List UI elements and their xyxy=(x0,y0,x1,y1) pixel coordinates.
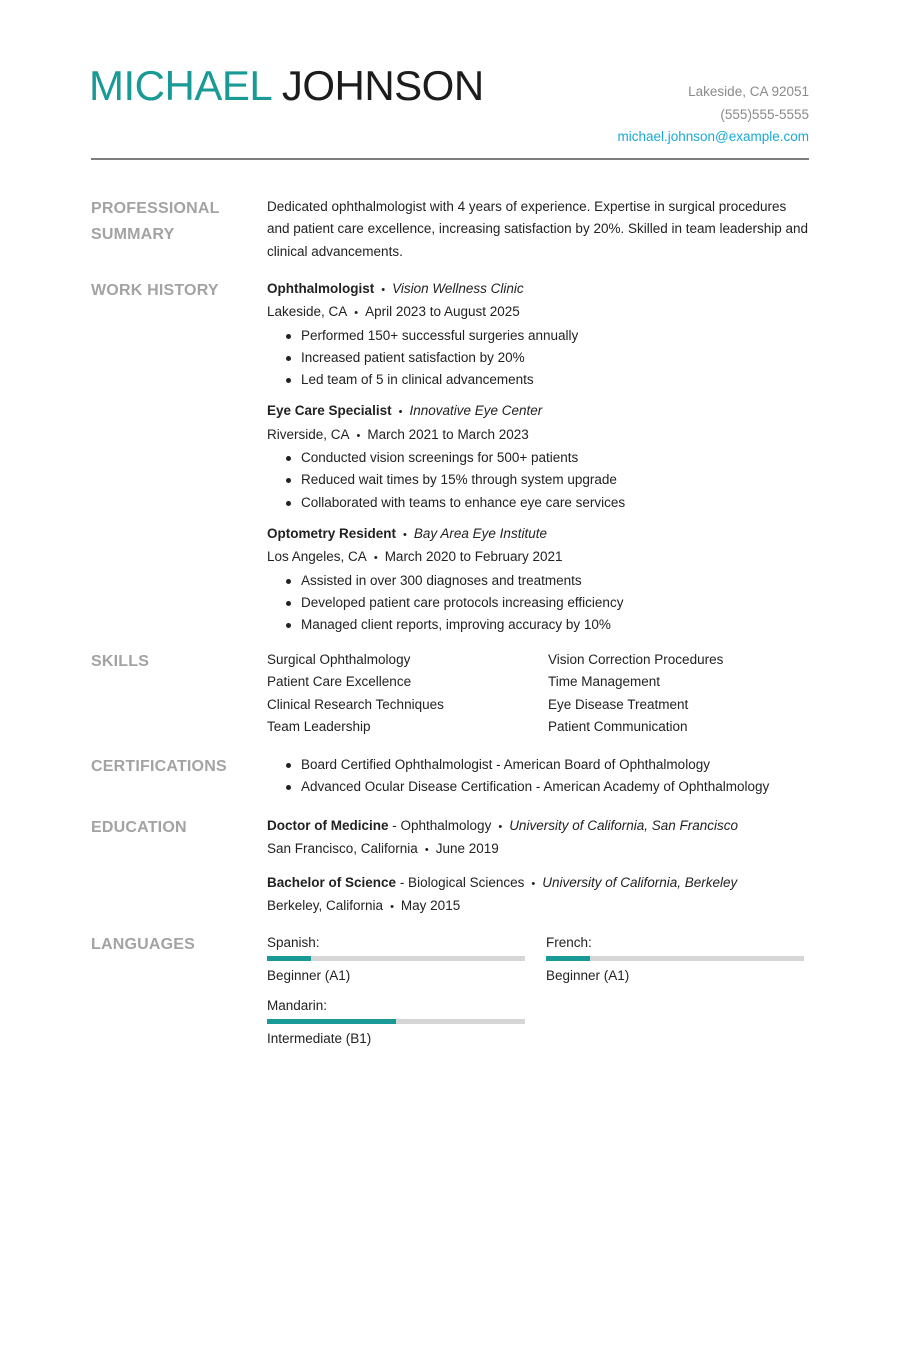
skill-item: Vision Correction Procedures xyxy=(548,652,724,667)
education-location-line xyxy=(267,895,812,918)
language-proficiency-fill xyxy=(546,956,590,961)
separator-dot: • xyxy=(390,900,394,913)
job-company: Innovative Eye Center xyxy=(409,403,543,419)
education-school: University of California, Berkeley xyxy=(542,874,738,890)
job-bullets xyxy=(267,570,812,637)
language-level: Beginner (A1) xyxy=(546,968,630,983)
job-role: Eye Care Specialist xyxy=(267,403,392,419)
skill-item: Patient Care Excellence xyxy=(267,674,412,690)
job-entry xyxy=(267,278,812,391)
education-school: University of California, San Francisco xyxy=(509,818,739,833)
certifications-title: CERTIFICATIONS xyxy=(91,758,227,775)
summary-title xyxy=(91,196,231,248)
job-dates: March 2020 to February 2021 xyxy=(384,549,563,565)
resume-header xyxy=(91,0,809,160)
language-proficiency-fill xyxy=(267,956,311,961)
job-bullet: Performed 150+ successful surgeries annually xyxy=(285,325,812,347)
job-bullets xyxy=(267,325,812,392)
education-field: - Biological Sciences xyxy=(396,874,525,890)
skills-grid xyxy=(267,649,812,738)
job-dates: March 2021 to March 2023 xyxy=(367,426,529,442)
education-entry xyxy=(267,872,812,919)
skill-item: Time Management xyxy=(548,674,661,690)
job-entry xyxy=(267,523,812,636)
job-location: Los Angeles, CA xyxy=(267,549,367,565)
skill-item: Team Leadership xyxy=(267,718,371,734)
language-proficiency-bar xyxy=(267,1019,525,1024)
education-degree-line xyxy=(267,815,812,838)
summary-body xyxy=(267,196,812,263)
education-field: - Ophthalmology xyxy=(388,818,492,833)
job-company: Bay Area Eye Institute xyxy=(413,525,547,541)
language-proficiency-bar xyxy=(546,956,804,961)
contact-info xyxy=(617,81,809,149)
summary-title-line1: PROFESSIONAL xyxy=(91,200,220,217)
job-location-line xyxy=(267,546,812,569)
education-date: May 2015 xyxy=(400,897,461,913)
separator-dot: • xyxy=(498,821,503,833)
job-bullet: Managed client reports, improving accuracy by 10% xyxy=(285,614,812,636)
certifications-body xyxy=(267,754,812,799)
resume-page xyxy=(89,0,809,1046)
language-name: French: xyxy=(546,935,592,950)
summary-title-line2: SUMMARY xyxy=(91,226,175,243)
separator-dot: • xyxy=(403,528,407,541)
job-bullet: Conducted vision screenings for 500+ patients xyxy=(285,447,812,469)
education-title: EDUCATION xyxy=(91,819,187,836)
job-company: Vision Wellness Clinic xyxy=(392,281,524,296)
skill-item: Eye Disease Treatment xyxy=(548,696,689,712)
summary-text: Dedicated ophthalmologist with 4 years of experience. Expertise in surgical procedures and patient care excellence, increasing satisfaction by 20%. Skilled in team leadership and clinical advancements. xyxy=(267,199,809,259)
language-item xyxy=(267,932,546,987)
languages-body xyxy=(267,932,812,1050)
job-title-line xyxy=(267,523,812,546)
contact-phone: (555)555-5555 xyxy=(720,106,809,122)
job-bullets xyxy=(267,447,812,514)
languages-title: LANGUAGES xyxy=(91,936,196,953)
separator-dot: • xyxy=(381,284,386,296)
language-item xyxy=(267,995,546,1050)
languages-grid xyxy=(267,932,812,1050)
separator-dot: • xyxy=(356,429,361,442)
education-entry xyxy=(267,815,812,862)
job-role: Ophthalmologist xyxy=(267,281,375,296)
work-history-title: WORK HISTORY xyxy=(91,282,219,299)
job-role: Optometry Resident xyxy=(267,525,397,541)
skill-item: Patient Communication xyxy=(548,718,688,734)
job-bullet: Collaborated with teams to enhance eye care services xyxy=(285,492,812,514)
education-degree-line xyxy=(267,872,812,895)
skills-title: SKILLS xyxy=(91,653,150,670)
job-bullet: Developed patient care protocols increasing efficiency xyxy=(285,592,812,614)
first-name: MICHAEL xyxy=(89,62,271,109)
full-name xyxy=(89,62,484,110)
language-item xyxy=(546,932,806,987)
skills-body xyxy=(267,649,812,738)
language-name: Spanish: xyxy=(267,935,320,950)
job-dates: April 2023 to August 2025 xyxy=(365,304,520,320)
job-location-line xyxy=(267,424,812,447)
job-location-line xyxy=(267,301,812,324)
certification-item: Board Certified Ophthalmologist - American Board of Ophthalmology xyxy=(285,754,812,776)
language-name: Mandarin: xyxy=(267,998,328,1013)
education-degree: Doctor of Medicine xyxy=(267,818,389,833)
contact-email[interactable]: michael.johnson@example.com xyxy=(617,129,809,144)
education-location: San Francisco, California xyxy=(267,841,418,857)
education-location-line xyxy=(267,838,812,861)
education-degree: Bachelor of Science xyxy=(267,874,397,890)
separator-dot: • xyxy=(373,552,378,565)
job-bullet: Assisted in over 300 diagnoses and treatments xyxy=(285,570,812,592)
job-title-line xyxy=(267,278,812,301)
education-body xyxy=(267,815,812,928)
skill-item: Surgical Ophthalmology xyxy=(267,652,411,667)
certifications-list xyxy=(267,754,812,799)
job-title-line xyxy=(267,400,812,423)
last-name: JOHNSON xyxy=(281,62,484,109)
education-location: Berkeley, California xyxy=(267,897,384,913)
certification-item: Advanced Ocular Disease Certification - American Academy of Ophthalmology xyxy=(285,776,812,798)
language-proficiency-bar xyxy=(267,956,525,961)
job-bullet: Led team of 5 in clinical advancements xyxy=(285,369,812,391)
contact-location: Lakeside, CA 92051 xyxy=(688,84,809,99)
language-level: Intermediate (B1) xyxy=(267,1031,372,1046)
separator-dot: • xyxy=(354,307,359,320)
job-bullet: Reduced wait times by 15% through system upgrade xyxy=(285,469,812,491)
language-level: Beginner (A1) xyxy=(267,968,351,983)
job-entry xyxy=(267,400,812,513)
separator-dot: • xyxy=(531,877,536,890)
language-proficiency-fill xyxy=(267,1019,396,1024)
separator-dot: • xyxy=(398,406,403,419)
job-location: Lakeside, CA xyxy=(267,304,348,320)
separator-dot: • xyxy=(424,844,429,857)
work-history-body xyxy=(267,278,812,645)
job-bullet: Increased patient satisfaction by 20% xyxy=(285,347,812,369)
skill-item: Clinical Research Techniques xyxy=(267,696,444,712)
education-date: June 2019 xyxy=(435,841,499,857)
job-location: Riverside, CA xyxy=(267,426,350,442)
